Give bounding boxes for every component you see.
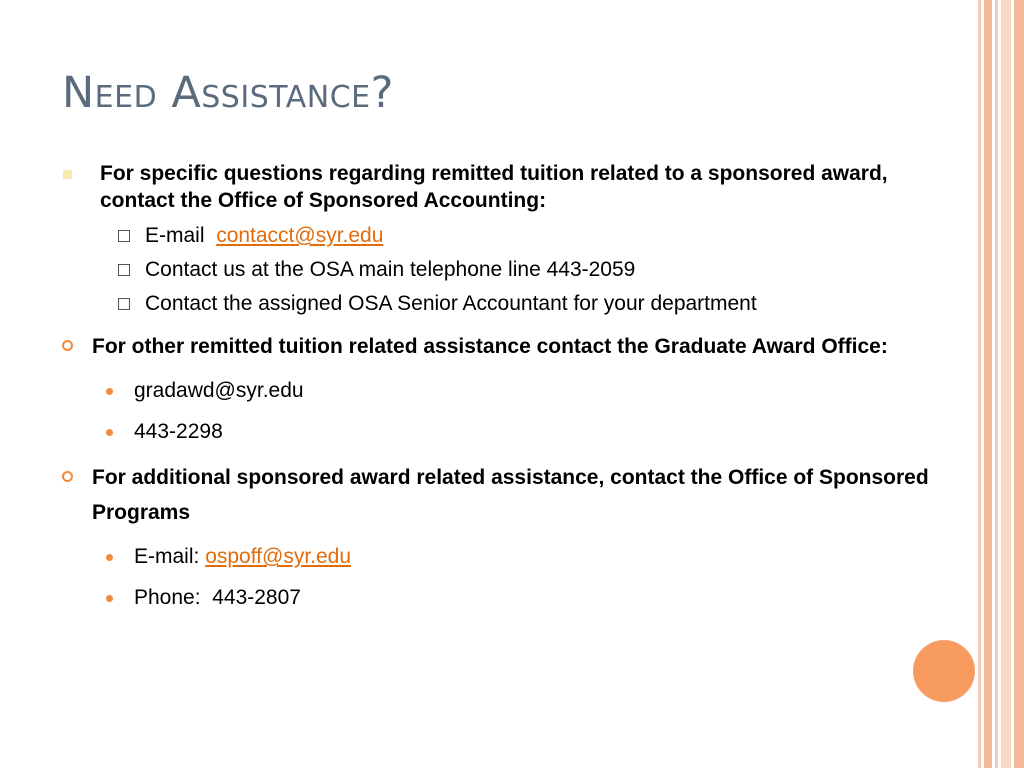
list-item bbox=[62, 536, 932, 577]
list-item bbox=[62, 287, 932, 321]
decorative-circle bbox=[913, 640, 975, 702]
osp-email-link[interactable]: ospoff@syr.edu bbox=[205, 545, 352, 568]
item-label: Phone: 443-2807 bbox=[134, 586, 301, 609]
decorative-stripe bbox=[995, 0, 998, 768]
slide-content bbox=[62, 160, 932, 624]
ring-bullet-icon bbox=[62, 471, 73, 482]
item-label: 443-2298 bbox=[134, 420, 223, 443]
dot-bullet-icon bbox=[106, 554, 113, 561]
section-heading: For additional sponsored award related assistance, contact the Office of Sponsored Programs bbox=[92, 466, 929, 524]
dot-bullet-icon bbox=[106, 429, 113, 436]
dot-bullet-icon bbox=[106, 595, 113, 602]
section-heading: For other remitted tuition related assistance contact the Graduate Award Office: bbox=[92, 335, 888, 358]
item-label: Contact us at the OSA main telephone line 443-2059 bbox=[145, 258, 636, 281]
section-graduate-award bbox=[62, 329, 932, 364]
dot-bullet-icon bbox=[106, 388, 113, 395]
square-bullet-icon bbox=[63, 170, 72, 179]
list-item bbox=[62, 370, 932, 411]
graduate-award-contact-list bbox=[62, 370, 932, 452]
decorative-stripe bbox=[984, 0, 992, 768]
square-outline-bullet-icon bbox=[118, 264, 130, 276]
list-item bbox=[62, 411, 932, 452]
decorative-stripe bbox=[978, 0, 981, 768]
square-outline-bullet-icon bbox=[118, 298, 130, 310]
list-item bbox=[62, 577, 932, 618]
slide-title: Need Assistance? bbox=[62, 68, 394, 118]
square-outline-bullet-icon bbox=[118, 230, 130, 242]
section-sponsored-programs bbox=[62, 460, 932, 530]
decorative-stripe bbox=[1014, 0, 1024, 768]
osa-email-link[interactable]: contacct@syr.edu bbox=[216, 224, 384, 247]
section-heading: For specific questions regarding remitted tuition related to a sponsored award, contact the Office of Sponsored Accounting: bbox=[100, 162, 888, 212]
list-item bbox=[62, 253, 932, 287]
item-label: gradawd@syr.edu bbox=[134, 379, 304, 402]
decorative-stripe bbox=[1001, 0, 1011, 768]
ring-bullet-icon bbox=[62, 340, 73, 351]
section-osa bbox=[62, 160, 932, 214]
item-label: E-mail bbox=[145, 224, 205, 247]
list-item bbox=[62, 219, 932, 253]
item-label: E-mail: bbox=[134, 545, 200, 568]
sponsored-programs-contact-list bbox=[62, 536, 932, 618]
item-label: Contact the assigned OSA Senior Accountant for your department bbox=[145, 292, 757, 315]
osa-contact-list bbox=[62, 219, 932, 321]
